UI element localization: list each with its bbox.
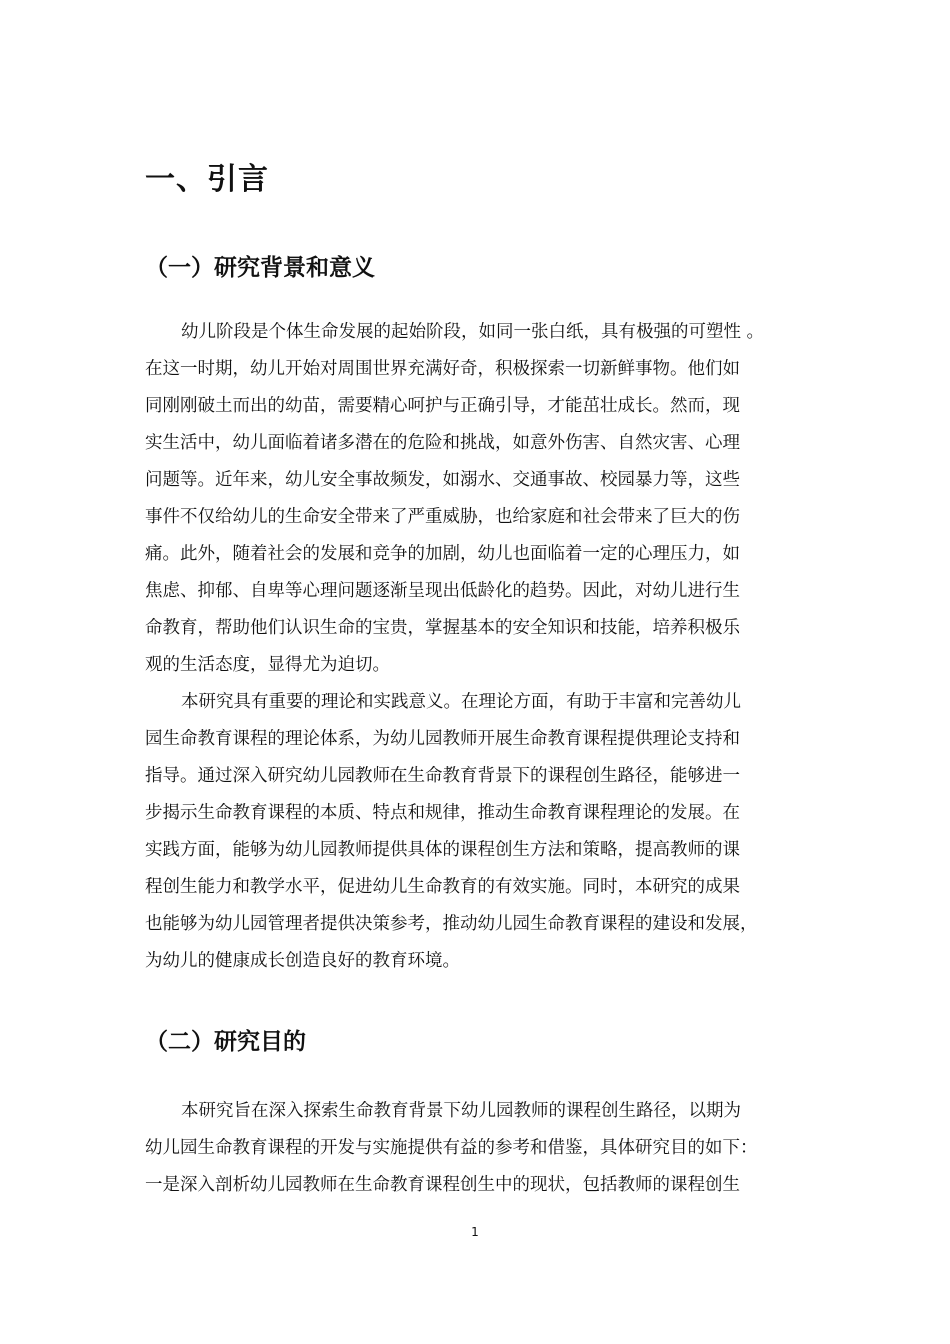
paragraph-line: 实生活中，幼儿面临着诸多潜在的危险和挑战，如意外伤害、自然灾害、心理 bbox=[145, 433, 740, 453]
paragraph-line: 在这一时期，幼儿开始对周围世界充满好奇，积极探索一切新鲜事物。他们如 bbox=[145, 359, 740, 379]
section-heading-purpose: （二）研究目的 bbox=[145, 1029, 306, 1055]
paragraph-line: 焦虑、抑郁、自卑等心理问题逐渐呈现出低龄化的趋势。因此，对幼儿进行生 bbox=[145, 581, 740, 601]
chapter-title: 一、引言 bbox=[145, 162, 269, 197]
paragraph-line: 步揭示生命教育课程的本质、特点和规律，推动生命教育课程理论的发展。在 bbox=[145, 803, 740, 823]
paragraph-line: 一是深入剖析幼儿园教师在生命教育课程创生中的现状，包括教师的课程创生 bbox=[145, 1175, 740, 1195]
paragraph-line: 也能够为幼儿园管理者提供决策参考，推动幼儿园生命教育课程的建设和发展， bbox=[145, 914, 758, 934]
paragraph-line: 命教育，帮助他们认识生命的宝贵，掌握基本的安全知识和技能，培养积极乐 bbox=[145, 618, 740, 638]
paragraph-line: 观的生活态度，显得尤为迫切。 bbox=[145, 655, 390, 675]
paragraph-line: 幼儿园生命教育课程的开发与实施提供有益的参考和借鉴，具体研究目的如下： bbox=[145, 1138, 758, 1158]
paragraph-line: 痛。此外，随着社会的发展和竞争的加剧，幼儿也面临着一定的心理压力，如 bbox=[145, 544, 740, 564]
paragraph-line: 实践方面，能够为幼儿园教师提供具体的课程创生方法和策略，提高教师的课 bbox=[145, 840, 740, 860]
paragraph-line: 事件不仅给幼儿的生命安全带来了严重威胁，也给家庭和社会带来了巨大的伤 bbox=[145, 507, 740, 527]
paragraph-line: 本研究旨在深入探索生命教育背景下幼儿园教师的课程创生路径，以期为 bbox=[181, 1101, 741, 1121]
page-number: 1 bbox=[471, 1225, 479, 1239]
paragraph-purpose bbox=[145, 1093, 805, 1204]
paragraph-line: 园生命教育课程的理论体系，为幼儿园教师开展生命教育课程提供理论支持和 bbox=[145, 729, 740, 749]
paragraph-line: 幼儿阶段是个体生命发展的起始阶段，如同一张白纸，具有极强的可塑性 。 bbox=[181, 322, 765, 342]
paragraph-line: 同刚刚破土而出的幼苗，需要精心呵护与正确引导，才能茁壮成长。然而，现 bbox=[145, 396, 740, 416]
paragraph-line: 为幼儿的健康成长创造良好的教育环境。 bbox=[145, 951, 460, 971]
paragraph-line: 本研究具有重要的理论和实践意义。在理论方面，有助于丰富和完善幼儿 bbox=[181, 692, 741, 712]
paragraph-background bbox=[145, 314, 805, 684]
paragraph-line: 程创生能力和教学水平，促进幼儿生命教育的有效实施。同时，本研究的成果 bbox=[145, 877, 740, 897]
paragraph-line: 指导。通过深入研究幼儿园教师在生命教育背景下的课程创生路径，能够进一 bbox=[145, 766, 740, 786]
paragraph-line: 问题等。近年来，幼儿安全事故频发，如溺水、交通事故、校园暴力等，这些 bbox=[145, 470, 740, 490]
section-heading-background: （一）研究背景和意义 bbox=[145, 255, 375, 281]
paragraph-significance bbox=[145, 684, 805, 980]
